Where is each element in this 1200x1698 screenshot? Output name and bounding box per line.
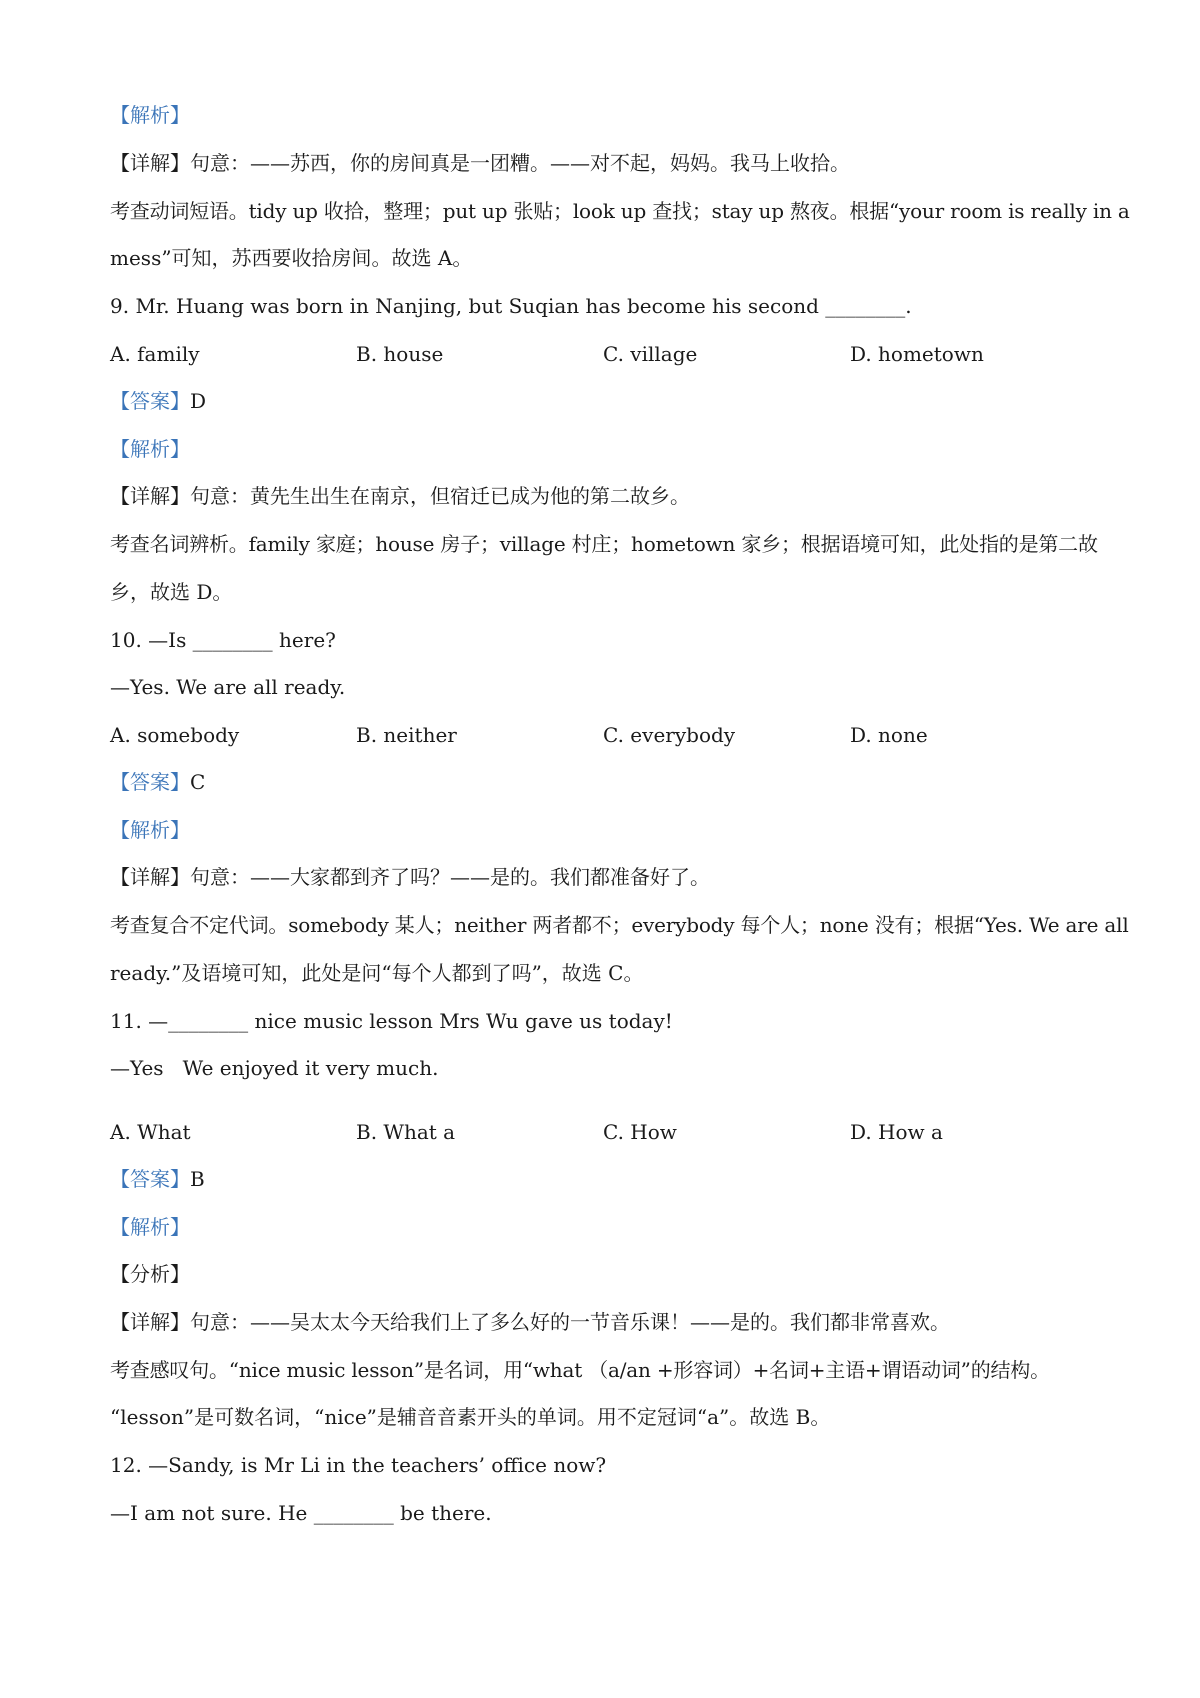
q10-option-c: C. everybody: [603, 723, 736, 747]
analysis-label: 【解析】: [110, 103, 190, 127]
q10-analysis-line-2: ready.”及语境可知，此处是问“每个人都到了吗”，故选 C。: [110, 961, 644, 985]
q10-option-b: B. neither: [356, 723, 457, 747]
q11-option-b: B. What a: [356, 1120, 456, 1144]
q11-detail: [110, 1308, 950, 1336]
answer-label: 【答案】: [110, 1167, 190, 1191]
q9-stem: 9. Mr. Huang was born in Nanjing, but Suqian has become his second ________.: [110, 294, 912, 318]
q10-answer: [110, 768, 205, 796]
q11-reply: —Yes We enjoyed it very much.: [110, 1056, 439, 1080]
q11-option-d: D. How a: [850, 1120, 943, 1144]
q11-detail-text: 句意：——吴太太今天给我们上了多么好的一节音乐课！——是的。我们都非常喜欢。: [190, 1310, 950, 1334]
q9-analysis-line-1: 考查名词辨析。family 家庭；house 房子；village 村庄；hometown 家乡；根据语境可知，此处指的是第二故: [110, 532, 1098, 556]
q10-detail-text: 句意：——大家都到齐了吗？——是的。我们都准备好了。: [190, 865, 710, 889]
q10-stem: 10. —Is ________ here?: [110, 628, 336, 652]
q9-option-a: A. family: [110, 342, 200, 366]
q11-answer-value: B: [190, 1167, 205, 1191]
analysis-label: 【解析】: [110, 437, 190, 461]
q9-option-d: D. hometown: [850, 342, 984, 366]
detail-label: 【详解】: [110, 484, 190, 508]
q9-answer: [110, 387, 206, 415]
q9-answer-value: D: [190, 389, 207, 413]
q9-detail-text: 句意：黄先生出生在南京，但宿迁已成为他的第二故乡。: [190, 484, 690, 508]
answer-label: 【答案】: [110, 389, 190, 413]
q9-option-b: B. house: [356, 342, 444, 366]
q8-analysis-line-1: 考查动词短语。tidy up 收拾，整理；put up 张贴；look up 查找；stay up 熬夜。根据“your room is really in a: [110, 199, 1130, 223]
q11-analysis-line-1: 考查感叹句。“nice music lesson”是名词，用“what （a/an +形容词）+名词+主语+谓语动词”的结构。: [110, 1358, 1050, 1382]
q11-fenxi-label: 【分析】: [110, 1262, 190, 1286]
q12-stem: 12. —Sandy, is Mr Li in the teachers’ office now?: [110, 1453, 607, 1477]
q9-option-c: C. village: [603, 342, 698, 366]
q10-option-d: D. none: [850, 723, 928, 747]
q11-option-c: C. How: [603, 1120, 677, 1144]
q10-analysis-line-1: 考查复合不定代词。somebody 某人；neither 两者都不；everybody 每个人；none 没有；根据“Yes. We are all: [110, 913, 1129, 937]
q11-option-a: A. What: [110, 1120, 191, 1144]
q8-detail-text: 句意：——苏西，你的房间真是一团糟。——对不起，妈妈。我马上收拾。: [190, 151, 850, 175]
q10-detail: [110, 863, 710, 891]
analysis-label: 【解析】: [110, 1215, 190, 1239]
answer-label: 【答案】: [110, 770, 190, 794]
q9-detail: [110, 482, 690, 510]
detail-label: 【详解】: [110, 865, 190, 889]
q10-answer-value: C: [190, 770, 206, 794]
q12-reply: —I am not sure. He ________ be there.: [110, 1501, 492, 1525]
q11-answer: [110, 1165, 205, 1193]
q9-analysis-line-2: 乡，故选 D。: [110, 580, 233, 604]
q8-detail: [110, 149, 850, 177]
q10-option-a: A. somebody: [110, 723, 240, 747]
detail-label: 【详解】: [110, 1310, 190, 1334]
q8-analysis-line-2: mess”可知，苏西要收拾房间。故选 A。: [110, 246, 473, 270]
q11-analysis-line-2: “lesson”是可数名词，“nice”是辅音音素开头的单词。用不定冠词“a”。故选 B。: [110, 1405, 831, 1429]
detail-label: 【详解】: [110, 151, 190, 175]
analysis-label: 【解析】: [110, 818, 190, 842]
q11-stem: 11. —________ nice music lesson Mrs Wu gave us today!: [110, 1009, 673, 1033]
q10-reply: —Yes. We are all ready.: [110, 675, 346, 699]
